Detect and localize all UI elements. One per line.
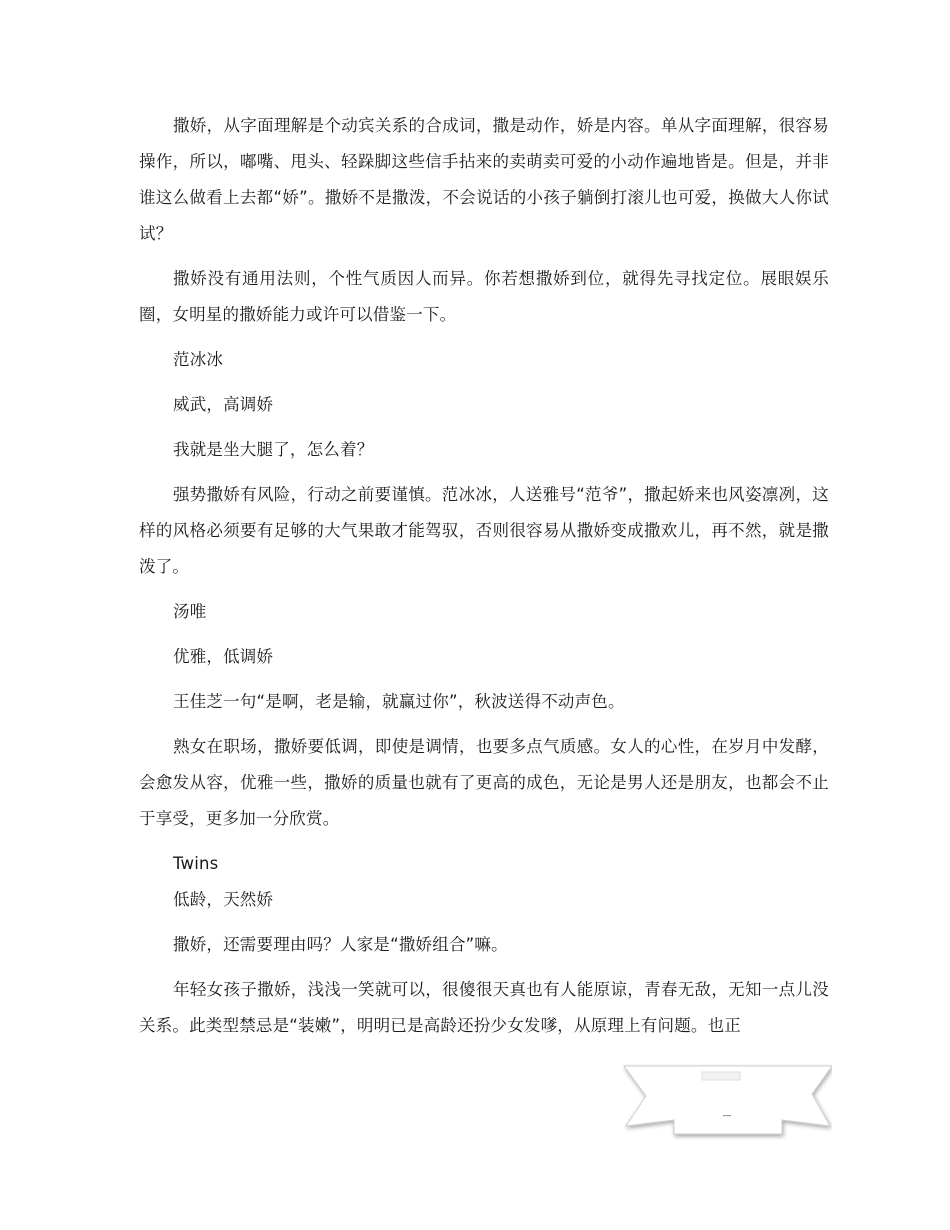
section-style: 低龄，天然娇 [173, 890, 274, 909]
paragraph-strong-style: 强势撒娇有风险，行动之前要谨慎。范冰冰，人送雅号“范爷”，撒起娇来也风姿凛冽，这样的风格必须要有足够的大气果敢才能驾驭，否则很容易从撒娇变成撒欢儿，再不然，就是撒泼了。 [139, 485, 829, 576]
paragraph-young-style: 年轻女孩子撒娇，浅浅一笑就可以，很傻很天真也有人能原谅，青春无敌，无知一点儿没关系。此类型禁忌是“装嫩”，明明已是高龄还扮少女发嗲，从原理上有问题。也正 [139, 980, 829, 1035]
section-style: 威武，高调娇 [173, 395, 274, 414]
article-body [139, 108, 829, 1053]
section-style: 优雅，低调娇 [173, 647, 274, 666]
section-name: 范冰冰 [173, 350, 224, 369]
page-number: — [722, 1111, 732, 1121]
paragraph-no-rules: 撒娇没有通用法则，个性气质因人而异。你若想撒娇到位，就得先寻找定位。展眼娱乐圈，女明星的撒娇能力或许可以借鉴一下。 [139, 269, 829, 324]
paragraph-intro: 撒娇，从字面理解是个动宾关系的合成词，撒是动作，娇是内容。单从字面理解，很容易操作，所以，嘟嘴、甩头、轻跺脚这些信手拈来的卖萌卖可爱的小动作遍地皆是。但是，并非谁这么做看上去都“娇”。撒娇不是撒泼，不会说话的小孩子躺倒打滚儿也可爱，换做大人你试试？ [139, 116, 829, 243]
section-quote: 我就是坐大腿了，怎么着？ [173, 440, 374, 459]
section-quote: 撒娇，还需要理由吗？人家是“撒娇组合”嘛。 [173, 935, 508, 954]
section-quote: 王佳芝一句“是啊，老是输，就赢过你”，秋波送得不动声色。 [173, 692, 625, 711]
paragraph-elegant-style: 熟女在职场，撒娇要低调，即使是调情，也要多点气质感。女人的心性，在岁月中发酵，会愈发从容，优雅一些，撒娇的质量也就有了更高的成色，无论是男人还是朋友，也都会不止于享受，更多加一分欣赏。 [139, 737, 829, 828]
section-name: Twins [173, 854, 219, 873]
ribbon-banner-icon [622, 1064, 832, 1142]
section-name: 汤唯 [173, 602, 207, 621]
